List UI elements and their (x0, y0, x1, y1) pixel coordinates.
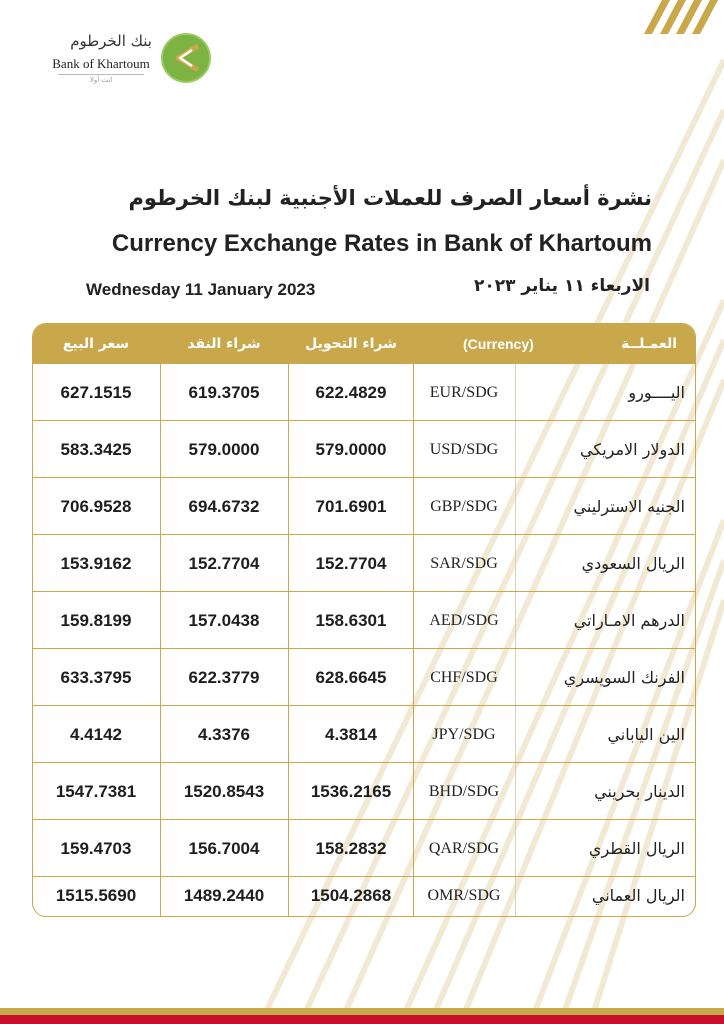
bank-emblem-icon (160, 32, 212, 84)
header-currency-english: (Currency) (463, 336, 534, 352)
logo-english-name: Bank of Khartoum (52, 56, 150, 71)
exchange-rates-table (32, 323, 696, 917)
table-row (33, 421, 695, 478)
currency-name: الريال السعودي (581, 554, 685, 573)
currency-name: الفرنك السويسري (563, 668, 685, 687)
currency-name: الجنيه الاسترليني (573, 497, 685, 516)
cash-buy-rate: 622.3779 (188, 668, 260, 687)
currency-pair: QAR/SDG (428, 840, 500, 857)
table-row (33, 706, 695, 763)
sell-rate: 1547.7381 (55, 782, 137, 801)
currency-pair: CHF/SDG (430, 669, 498, 686)
date-english: Wednesday 11 January 2023 (86, 280, 316, 299)
header-cash-buy: شراء النقد (187, 336, 261, 352)
page-title-arabic: نشرة أسعار الصرف للعملات الأجنبية لبنك الخرطوم (128, 186, 652, 210)
sell-rate: 153.9162 (60, 554, 132, 573)
transfer-buy-rate: 1504.2868 (310, 886, 392, 905)
currency-name: الريال القطري (588, 839, 685, 858)
cash-buy-rate: 152.7704 (188, 554, 260, 573)
sell-rate: 159.4703 (60, 839, 132, 858)
sell-rate: 583.3425 (60, 440, 132, 459)
transfer-buy-rate: 152.7704 (315, 554, 387, 573)
table-row (33, 649, 695, 706)
currency-name: الدرهم الامـاراتي (573, 611, 685, 630)
currency-name: الريال العماني (591, 886, 685, 905)
cash-buy-rate: 619.3705 (188, 383, 260, 402)
sell-rate: 633.3795 (60, 668, 132, 687)
currency-name: الدولار الامريكي (580, 440, 685, 459)
sell-rate: 1515.5690 (55, 886, 137, 905)
transfer-buy-rate: 579.0000 (315, 440, 387, 459)
cash-buy-rate: 579.0000 (188, 440, 260, 459)
currency-pair: SAR/SDG (430, 555, 498, 572)
transfer-buy-rate: 1536.2165 (310, 782, 392, 801)
currency-pair: AED/SDG (429, 612, 499, 629)
transfer-buy-rate: 158.6301 (315, 611, 387, 630)
cash-buy-rate: 1489.2440 (183, 886, 265, 905)
currency-name: اليــــورو (628, 383, 685, 402)
currency-pair: JPY/SDG (432, 726, 496, 743)
cash-buy-rate: 157.0438 (188, 611, 260, 630)
currency-pair: USD/SDG (429, 441, 499, 458)
logo-arabic-name: بنك الخرطوم (70, 32, 152, 50)
header-currency-arabic: العمـلــة (621, 336, 677, 352)
header-sell-rate: سعر البيع (62, 336, 130, 352)
header-transfer-buy: شراء التحويل (305, 336, 397, 352)
table-row (33, 592, 695, 649)
sell-rate: 4.4142 (70, 725, 122, 744)
transfer-buy-rate: 158.2832 (315, 839, 387, 858)
currency-pair: EUR/SDG (429, 384, 499, 401)
corner-stripes (614, 0, 724, 40)
table-row (33, 820, 695, 877)
cash-buy-rate: 4.3376 (198, 725, 250, 744)
bottom-brand-bar (0, 1008, 724, 1024)
cash-buy-rate: 156.7004 (188, 839, 260, 858)
transfer-buy-rate: 4.3814 (325, 725, 377, 744)
transfer-buy-rate: 628.6645 (315, 668, 387, 687)
table-header (33, 324, 695, 364)
table-row (33, 535, 695, 592)
sell-rate: 159.8199 (60, 611, 132, 630)
currency-pair: OMR/SDG (427, 887, 501, 904)
transfer-buy-rate: 701.6901 (315, 497, 387, 516)
cash-buy-rate: 1520.8543 (183, 782, 265, 801)
transfer-buy-rate: 622.4829 (315, 383, 387, 402)
bank-logo (40, 28, 220, 98)
currency-name: الين الياباني (607, 725, 685, 744)
sell-rate: 627.1515 (60, 383, 132, 402)
logo-tagline: انت أولا (58, 74, 144, 84)
currency-name: الدينار بحريني (594, 782, 685, 801)
page-title-english: Currency Exchange Rates in Bank of Khartoum (111, 230, 652, 257)
date-arabic: الاربعاء ١١ يناير ٢٠٢٣ (473, 276, 650, 296)
table-row (33, 877, 695, 915)
cash-buy-rate: 694.6732 (188, 497, 260, 516)
sell-rate: 706.9528 (60, 497, 132, 516)
table-row (33, 763, 695, 820)
currency-pair: GBP/SDG (430, 498, 498, 515)
table-row (33, 478, 695, 535)
table-row (33, 364, 695, 421)
header-currency (415, 324, 695, 364)
currency-pair: BHD/SDG (428, 783, 500, 800)
